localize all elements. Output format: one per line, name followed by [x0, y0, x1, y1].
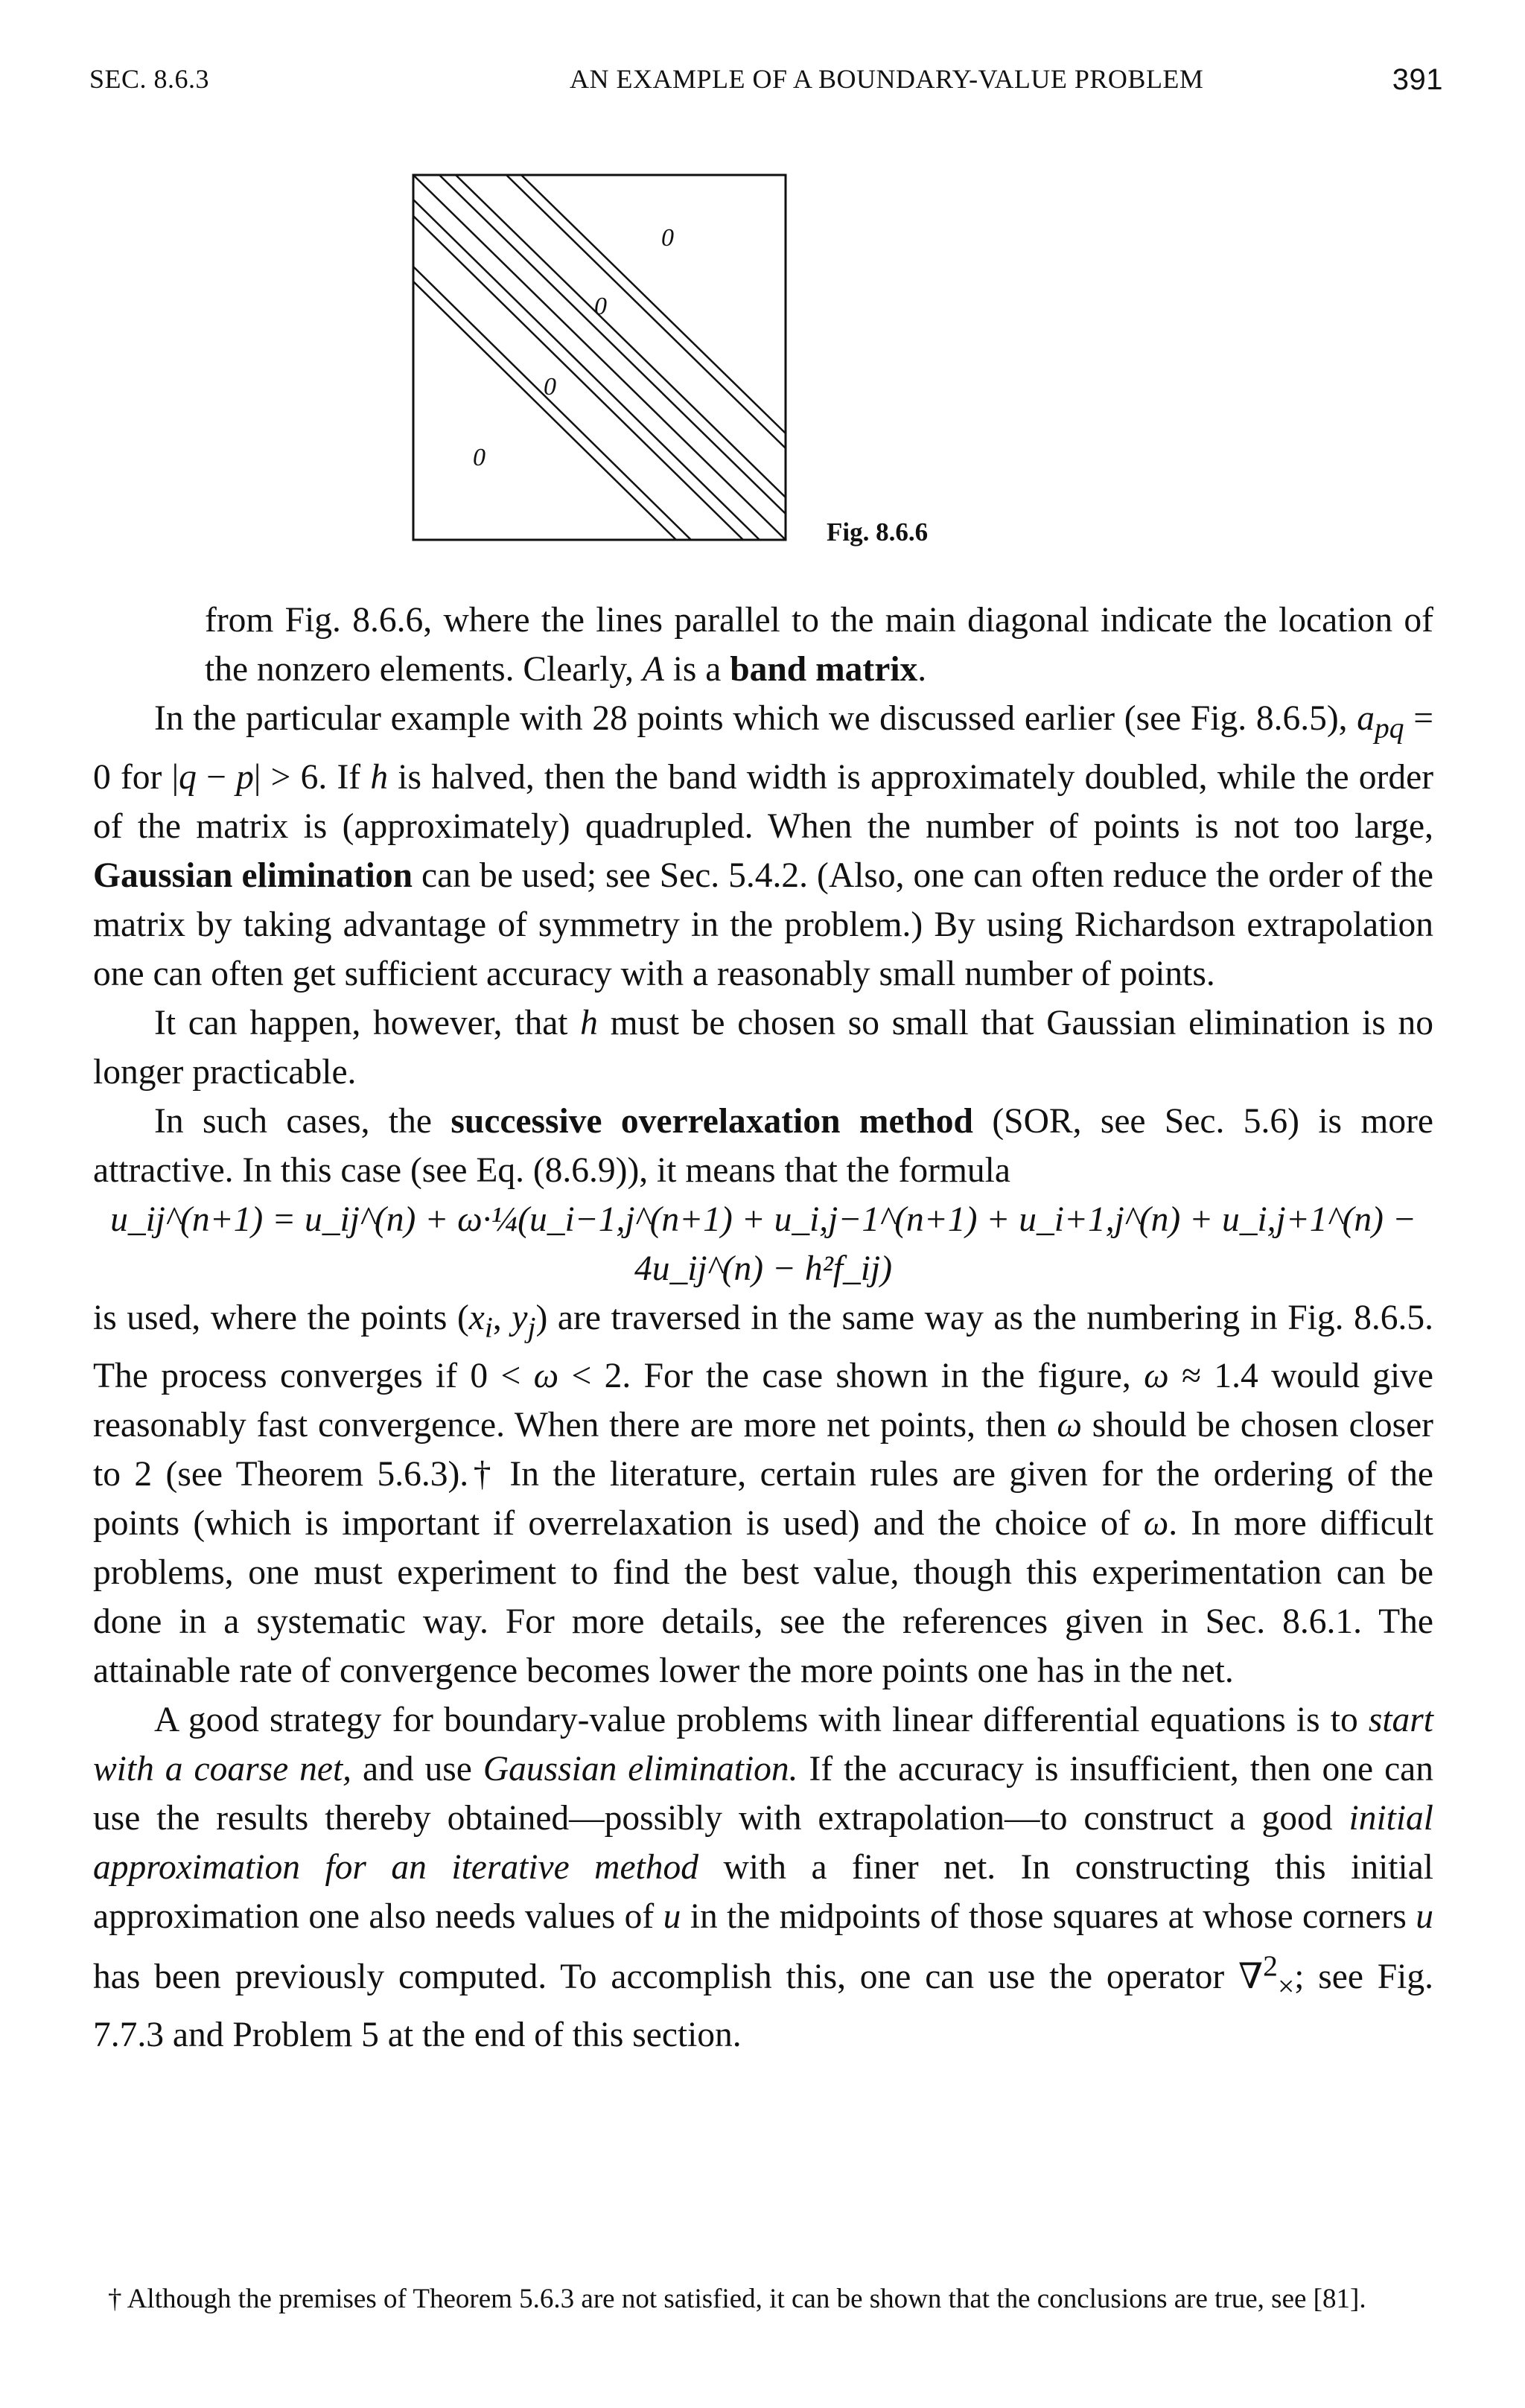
- figure-caption: Fig. 8.6.6: [827, 517, 929, 547]
- paragraph: In the particular example with 28 points which we discussed earlier (see Fig. 8.6.5), $a_{pq} = 0$ for |q − p| > 6. If h is halved, then the band width is approximately doubled, while the order of the matrix is (approximately) quadrupled. When the number of points is not too large, Gaussian elimination can be used; see Sec. 5.4.2. (Also, one can often reduce the order of the matrix by taking advantage of symmetry in the problem.) By using Richardson extrapolation one can often get sufficient accuracy with a reasonably small number of points.: [93, 699, 1434, 993]
- paragraph: In such cases, the successive overrelaxation method (SOR, see Sec. 5.6) is more attractive. In this case (see Eq. (8.6.9)), it means that the formula: [93, 1101, 1433, 1190]
- paragraph: It can happen, however, that h must be chosen so small that Gaussian elimination is no longer practicable.: [93, 1003, 1433, 1092]
- band-line: [413, 267, 691, 540]
- zero-label: 0: [594, 293, 607, 320]
- body-text: [93, 596, 1433, 2060]
- running-title: AN EXAMPLE OF A BOUNDARY-VALUE PROBLEM: [570, 64, 1204, 94]
- page-number: 391: [1392, 63, 1443, 96]
- band-line: [456, 175, 786, 497]
- band-matrix-figure: [410, 171, 789, 544]
- band-line: [413, 216, 743, 540]
- zero-label: 0: [661, 224, 674, 252]
- paragraph: from Fig. 8.6.6, where the lines parallel to the main diagonal indicate the location of the nonzero elements. Clearly, A is a band matrix.: [205, 601, 1433, 689]
- band-line: [413, 175, 786, 540]
- zero-label: 0: [473, 444, 485, 471]
- footnote-text: † Although the premises of Theorem 5.6.3 are not satisfied, it can be shown that the conclusions are true, see [81].: [108, 2284, 1366, 2314]
- section-label: SEC. 8.6.3: [89, 64, 210, 94]
- footnote: [93, 2278, 1433, 2320]
- sor-formula: u_ij^(n+1) = u_ij^(n) + ω·¼(u_i−1,j^(n+1) + u_i,j−1^(n+1) + u_i+1,j^(n) + u_i,j+1^(n) − 4u_ij^(n) − h²f_ij): [110, 1200, 1416, 1288]
- band-line: [506, 175, 786, 448]
- paragraph: A good strategy for boundary-value problems with linear differential equations is to start with a coarse net, and use Gaussian elimination. If the accuracy is insufficient, then one can use the results thereby obtained—possibly with extrapolation—to construct a good initial approximation for an iterative method with a finer net. In constructing this initial approximation one also needs values of u in the midpoints of those squares at whose corners u has been previously computed. To accomplish this, one can use the operator ∇$^2_\times$; see Fig. 7.7.3 and Problem 5 at the end of this section.: [93, 1701, 1433, 2055]
- band-line: [521, 175, 786, 433]
- zero-label: 0: [544, 373, 556, 401]
- paragraph: is used, where the points ($x_i$, $y_j$) are traversed in the same way as the numbering in Fig. 8.6.5. The process converges if 0 < ω < 2. For the case shown in the figure, ω ≈ 1.4 would give reasonably fast convergence. When there are more net points, then ω should be chosen closer to 2 (see Theorem 5.6.3).† In the literature, certain rules are given for the ordering of the points (which is important if overrelaxation is used) and the choice of ω. In more difficult problems, one must experiment to find the best value, though this experimentation can be done in a systematic way. For more details, see the references given in Sec. 8.6.1. The attainable rate of convergence becomes lower the more points one has in the net.: [93, 1298, 1434, 1690]
- running-header: [89, 63, 1443, 108]
- band-line: [413, 281, 676, 540]
- band-line: [413, 200, 760, 540]
